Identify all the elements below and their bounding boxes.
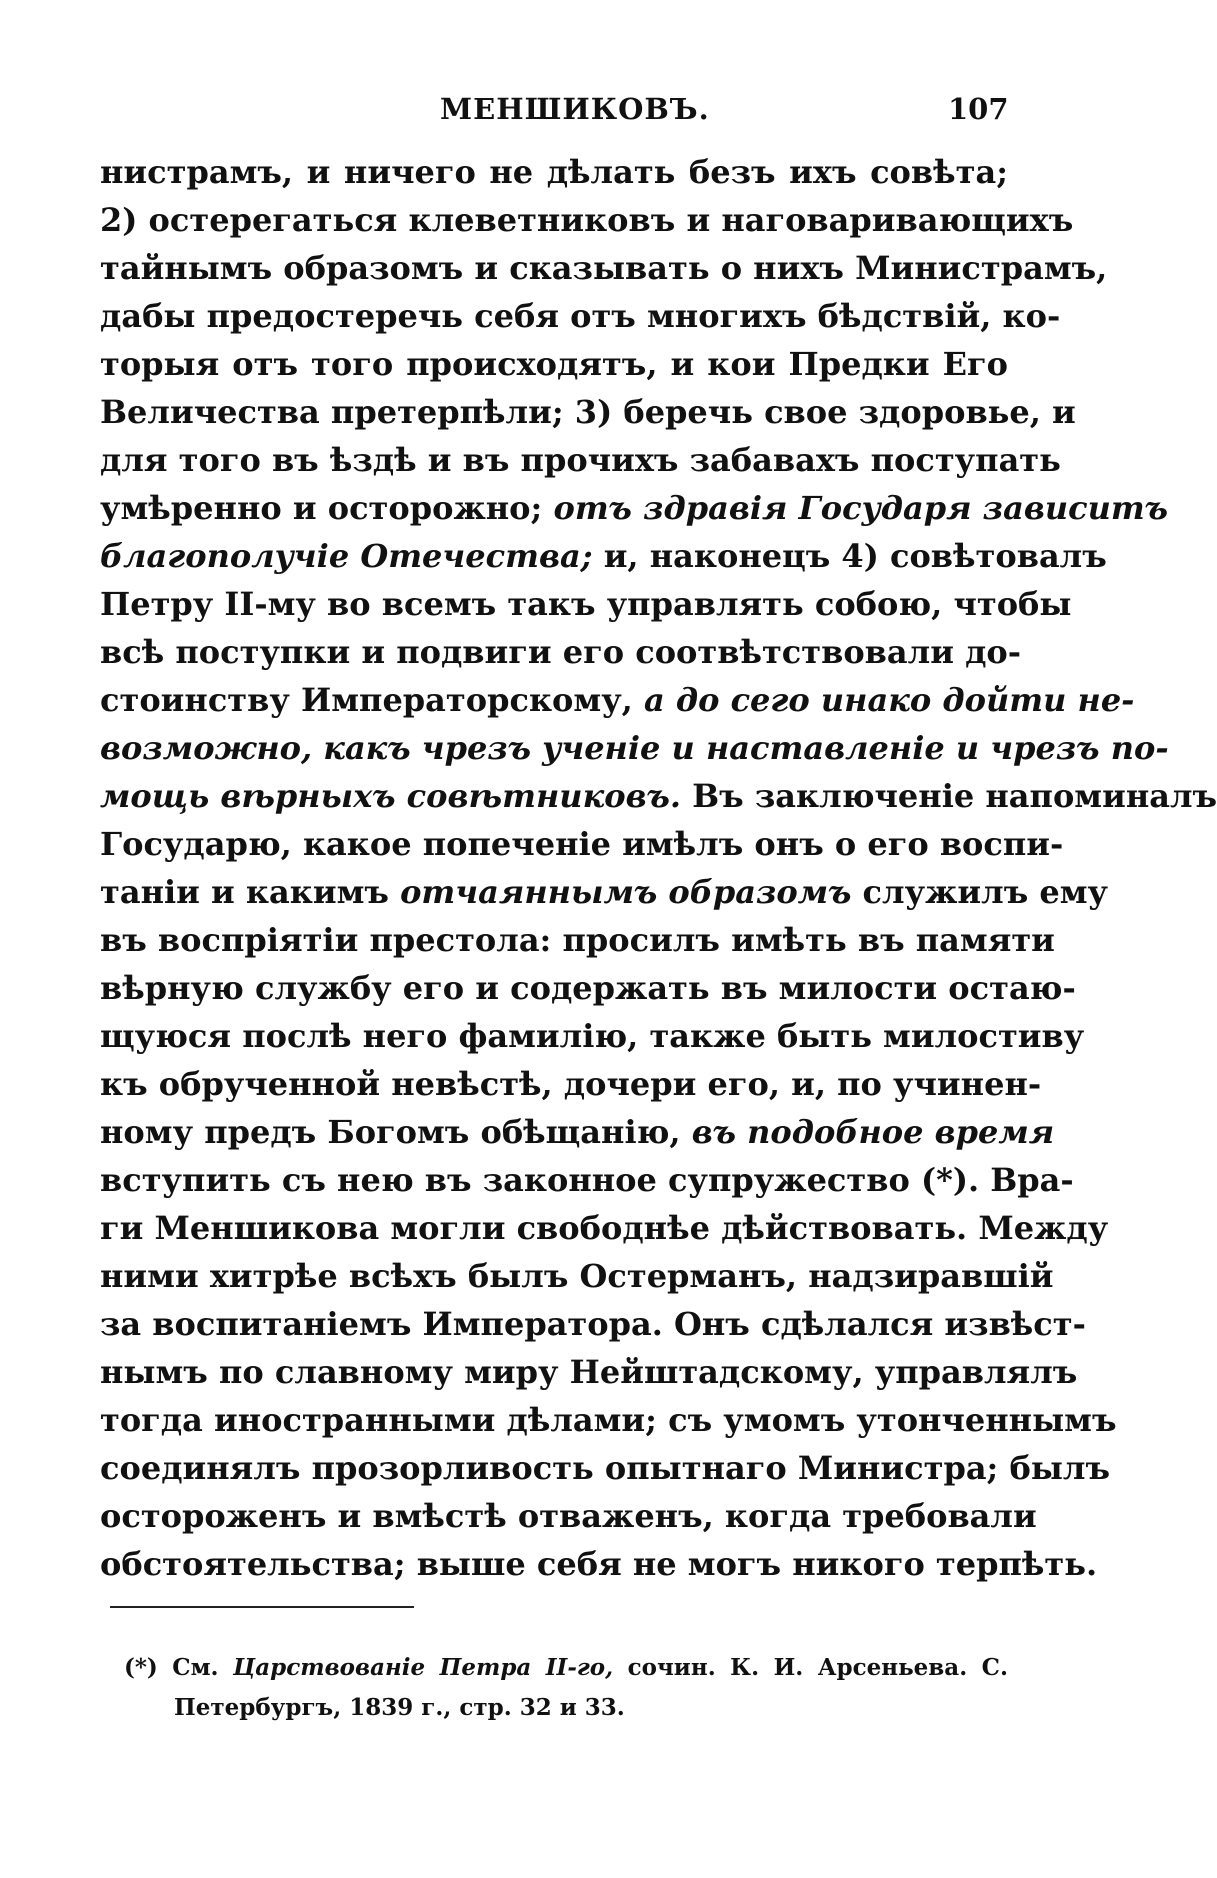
text-line (100, 724, 1169, 772)
text-run: Государю, какое попеченіе имѣлъ онъ о его воспи- (100, 825, 1064, 863)
text-line (100, 1108, 1055, 1156)
text-line (100, 244, 1108, 292)
text-run: щуюся послѣ него фамилію, также быть милостиву (100, 1017, 1085, 1055)
text-run: вступить съ нею въ законное супружество (*). Вра- (100, 1161, 1074, 1199)
footnote-divider (110, 1606, 414, 1608)
text-line (100, 292, 1061, 340)
text-run: въ воспріятіи престола: просилъ имѣть въ памяти (100, 921, 1055, 959)
text-run: дабы предостеречь себя отъ многихъ бѣдствій, ко- (100, 297, 1061, 335)
text-line (100, 1396, 1117, 1444)
text-run: умѣренно и осторожно; (100, 489, 554, 527)
text-line (100, 148, 1008, 196)
text-line (100, 1300, 1086, 1348)
text-run: стоинству Императорскому, (100, 681, 644, 719)
text-line (100, 676, 1135, 724)
footnote-line (124, 1688, 1008, 1728)
text-line (100, 1156, 1074, 1204)
italic-text: отъ здравія Государя зависитъ (553, 489, 1168, 527)
text-run: всѣ поступки и подвиги его соотвѣтствовали до- (100, 633, 1022, 671)
italic-text: благополучіе Отечества; (100, 537, 593, 575)
running-title: МЕНШИКОВЪ. (440, 92, 710, 126)
text-line (100, 1348, 1078, 1396)
text-run: Величества претерпѣли; 3) беречь свое здоровье, и (100, 393, 1076, 431)
text-run: тогда иностранными дѣлами; съ умомъ утонченнымъ (100, 1401, 1117, 1439)
page-number: 107 (948, 92, 1009, 126)
text-run: 2) остерегаться клеветниковъ и наговаривающихъ (100, 201, 1074, 239)
text-run: вѣрную службу его и содержать въ милости остаю- (100, 969, 1076, 1007)
text-run: нымъ по славному миру Нейштадскому, управлялъ (100, 1353, 1078, 1391)
text-run: ги Меншикова могли свободнѣе дѣйствовать. Между (100, 1209, 1109, 1247)
text-line (100, 964, 1076, 1012)
text-line (100, 484, 1168, 532)
text-run: соединялъ прозорливость опытнаго Министра; былъ (100, 1449, 1111, 1487)
text-run: (*) См. (124, 1654, 234, 1681)
text-line (100, 1492, 1037, 1540)
text-line (100, 1540, 1098, 1588)
text-run: для того въ ѣздѣ и въ прочихъ забавахъ поступать (100, 441, 1061, 479)
footnotes (124, 1648, 1008, 1728)
text-line (100, 436, 1061, 484)
text-line (100, 916, 1055, 964)
text-line (100, 1060, 1042, 1108)
text-line (100, 868, 1109, 916)
text-line (100, 1012, 1085, 1060)
text-run: къ обрученной невѣстѣ, дочери его, и, по учинен- (100, 1065, 1042, 1103)
text-line (100, 1444, 1111, 1492)
text-run: обстоятельства; выше себя не могъ никого терпѣть. (100, 1545, 1098, 1583)
main-text (100, 148, 1217, 1588)
text-run: за воспитаніемъ Императора. Онъ сдѣлался извѣст- (100, 1305, 1086, 1343)
text-line (100, 820, 1064, 868)
text-run: торыя отъ того происходятъ, и кои Предки Его (100, 345, 1008, 383)
text-run: Въ заключеніе напоминалъ (680, 777, 1217, 815)
italic-text: отчаяннымъ образомъ (400, 873, 852, 911)
text-run: тайнымъ образомъ и сказывать о нихъ Министрамъ, (100, 249, 1108, 287)
text-line (100, 196, 1074, 244)
text-line (100, 628, 1022, 676)
text-run: остороженъ и вмѣстѣ отваженъ, когда требовали (100, 1497, 1037, 1535)
text-run: и, наконецъ 4) совѣтовалъ (592, 537, 1107, 575)
italic-text: возможно, какъ чрезъ ученіе и наставленіе и чрезъ по- (100, 729, 1169, 767)
text-run: служилъ ему (851, 873, 1109, 911)
text-run: сочин. К. И. Арсеньева. С. (613, 1654, 1008, 1681)
italic-text: а до сего инако дойти не- (643, 681, 1135, 719)
text-run: Петру II-му во всемъ такъ управлять собою, чтобы (100, 585, 1072, 623)
text-run: Петербургъ, 1839 г., стр. 32 и 33. (174, 1694, 625, 1721)
text-run: нистрамъ, и ничего не дѣлать безъ ихъ совѣта; (100, 153, 1008, 191)
text-line (100, 532, 1107, 580)
text-line (100, 580, 1072, 628)
text-run: таніи и какимъ (100, 873, 401, 911)
text-line (100, 1204, 1109, 1252)
text-line (100, 772, 1217, 820)
text-line (100, 340, 1008, 388)
italic-text: мощь вѣрныхъ совѣтниковъ. (100, 777, 681, 815)
text-line (100, 1252, 1054, 1300)
text-line (100, 388, 1076, 436)
footnote-line (124, 1648, 1008, 1688)
text-run: ному предъ Богомъ обѣщанію, (100, 1113, 692, 1151)
italic-text: Царствованіе Петра II-го, (233, 1654, 614, 1681)
italic-text: въ подобное время (691, 1113, 1055, 1151)
text-run: ними хитрѣе всѣхъ былъ Остерманъ, надзиравшій (100, 1257, 1054, 1295)
